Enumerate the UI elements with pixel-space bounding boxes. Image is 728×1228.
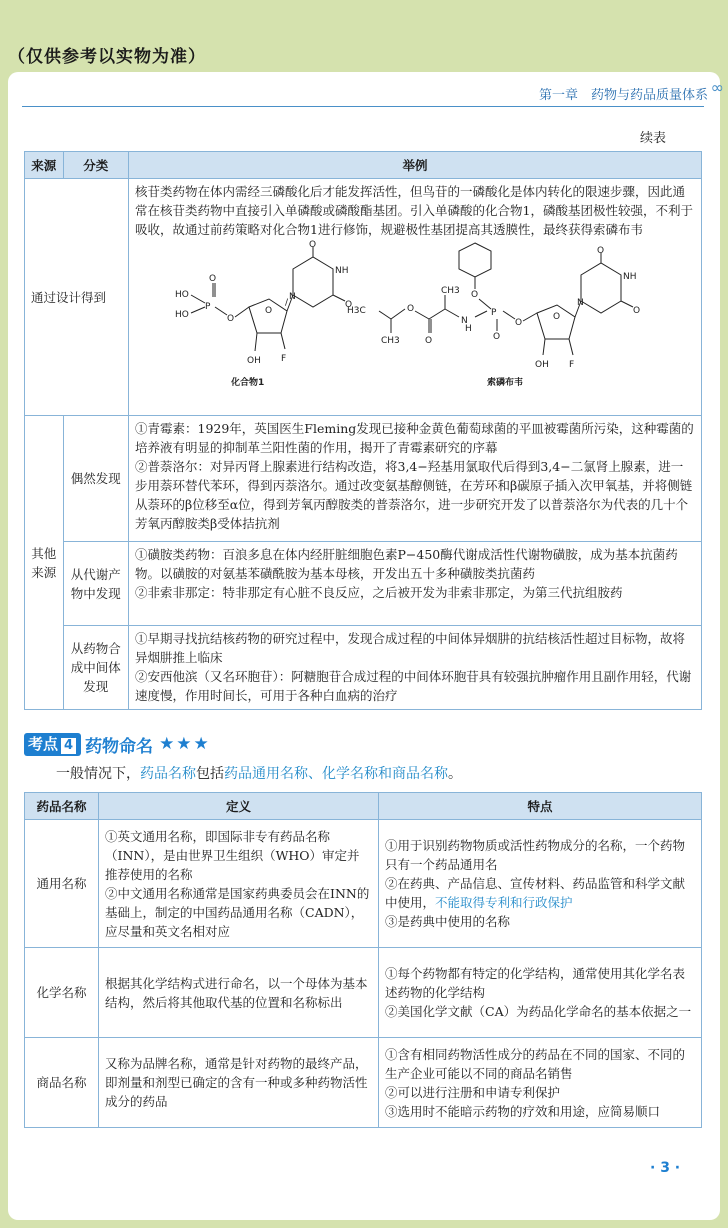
intro-items: 药品通用名称、化学名称和商品名称: [224, 766, 448, 782]
source-designed-label: 通过设计得到: [31, 289, 107, 305]
source-other-label: 其他来源: [31, 545, 57, 580]
table-row: [25, 542, 702, 626]
name-trade: [25, 1038, 99, 1128]
svg-text:HO: HO: [175, 290, 189, 300]
example-metabolite: [129, 542, 702, 626]
svg-text:O: O: [425, 336, 433, 346]
source-designed: [25, 179, 129, 416]
table-header-row: [25, 152, 702, 179]
list-item: 根据其化学结构式进行命名，以一个母体为基本结构，然后将其他取代基的位置和名称标出: [105, 975, 368, 1010]
intro-mid: 包括: [196, 766, 224, 782]
svg-text:CH3: CH3: [441, 286, 460, 296]
compound1-caption: 化合物1: [231, 378, 265, 388]
page-number: · 3 ·: [650, 1160, 681, 1176]
section-badge: [24, 733, 81, 756]
svg-text:/: /: [285, 298, 289, 308]
banner-text: （仅供参考以实物为准）: [8, 47, 206, 67]
table-row: [25, 179, 702, 416]
svg-text:HO: HO: [175, 310, 189, 320]
svg-text:N: N: [289, 292, 296, 302]
importance-stars: ★★★: [159, 734, 211, 754]
svg-text:O: O: [515, 318, 523, 328]
definition-chemical: [99, 948, 379, 1038]
header-example: 举例: [129, 152, 702, 179]
section-badge-label: 考点: [28, 735, 59, 753]
svg-text:O: O: [309, 240, 317, 250]
header-category: 分类: [63, 152, 128, 179]
drug-naming-table: [24, 792, 702, 1128]
svg-text:O: O: [633, 306, 641, 316]
running-header: 第一章 药物与药品质量体系: [538, 88, 708, 103]
svg-text:F: F: [281, 354, 287, 364]
svg-text:CH3: CH3: [381, 336, 400, 346]
category-metabolite-label: 从代谢产物中发现: [70, 566, 121, 601]
section-number: 4: [60, 737, 77, 755]
list-item: ②可以进行注册和申请专利保护: [385, 1084, 561, 1100]
svg-text:OH: OH: [247, 356, 261, 366]
features-trade: [379, 1038, 702, 1128]
svg-text:O: O: [407, 304, 415, 314]
svg-text:N: N: [577, 298, 584, 308]
example-accidental: [129, 416, 702, 542]
list-item: ③是药典中使用的名称: [385, 914, 511, 929]
intro-term: 药品名称: [140, 766, 196, 782]
sofosbuvir-caption: 索磷布韦: [487, 378, 524, 388]
svg-text:P: P: [205, 302, 211, 312]
table-row: [25, 948, 702, 1038]
category-metabolite: [63, 542, 128, 626]
svg-text:O: O: [227, 314, 235, 324]
table-row: [25, 626, 702, 710]
svg-text:H3C: H3C: [347, 306, 366, 316]
list-item: ①英文通用名称，即国际非专有药品名称（INN），是由世界卫生组织（WHO）审定并推荐使用的名称: [105, 828, 360, 882]
header-definition: 定义: [99, 793, 379, 820]
intro-prefix: 一般情况下，: [56, 766, 140, 782]
svg-text:OH: OH: [535, 360, 549, 370]
header-features: 特点: [379, 793, 702, 820]
category-accidental-label: 偶然发现: [70, 471, 121, 486]
category-accidental: [63, 416, 128, 542]
category-intermediate-label: 从药物合成中间体发现: [70, 641, 121, 694]
svg-text:O: O: [209, 274, 217, 284]
intro-suffix: 。: [448, 766, 462, 782]
header-source: 来源: [25, 152, 64, 179]
definition-generic: [99, 820, 379, 948]
example-cell: [129, 179, 702, 416]
list-item: ①青霉素：1929年，英国医生Fleming发现已接种金黄色葡萄球菌的平皿被霉菌所污染，这种霉菌的培养液有明显的抑制革兰阳性菌的作用，揭开了青霉素研究的序幕: [135, 421, 694, 455]
svg-text:O: O: [345, 300, 353, 310]
svg-text:O: O: [493, 332, 501, 342]
list-item: ②非索非那定：特非那定有心脏不良反应，之后被开发为非索非那定，为第三代抗组胺药: [135, 585, 623, 600]
table-header-row: [25, 793, 702, 820]
sofosbuvir-structure: [347, 243, 640, 388]
banner: [0, 0, 728, 68]
name-chemical-label: 化学名称: [36, 985, 87, 1000]
svg-text:H: H: [465, 324, 472, 334]
chemical-structures-figure: [135, 239, 695, 389]
example-intermediate: [129, 626, 702, 710]
svg-text:F: F: [569, 360, 575, 370]
features-chemical: [379, 948, 702, 1038]
table-row: [25, 820, 702, 948]
table-row: [25, 1038, 702, 1128]
list-item: ②美国化学文献（CA）为药品化学命名的基本依据之一: [385, 1004, 692, 1019]
list-item: ②中文通用名称通常是国家药典委员会在INN的基础上，制定的中国药品通用名称（CADN），应尽量和英文名相对应: [105, 885, 370, 939]
drug-source-table: [24, 151, 702, 710]
svg-text:O: O: [553, 312, 561, 322]
source-other: [25, 416, 64, 710]
list-item: ②普萘洛尔：对异丙肾上腺素进行结构改造，将3,4−羟基用氯取代后得到3,4−二氯肾上腺素，进一步用萘环替代苯环，得到丙萘洛尔。通过改变氨基醇侧链，在芳环和β碳原子插入次甲氧基，并将侧链从萘环的β位移至α位，得到芳氧丙醇胺类的普萘洛尔，进一步研究开发了以普萘洛尔为代表的几十个芳氧丙醇胺类β受体拮抗剂: [135, 459, 693, 531]
continued-label: 续表: [640, 131, 667, 146]
name-chemical: [25, 948, 99, 1038]
list-item: ①每个药物都有特定的化学结构，通常使用其化学名表述药物的化学结构: [385, 966, 686, 1000]
name-generic-label: 通用名称: [36, 876, 87, 891]
features-generic: [379, 820, 702, 948]
list-item: ①用于识别药物物质或活性药物成分的名称，一个药物只有一个药品通用名: [385, 838, 686, 872]
section-heading: [24, 732, 211, 756]
compound1-structure: [175, 240, 352, 388]
svg-text:NH: NH: [335, 266, 349, 276]
section-title: 药物命名: [85, 737, 154, 757]
header-divider: [22, 106, 704, 107]
svg-text:N: N: [461, 316, 468, 326]
sofosbuvir-text: 核苷类药物在体内需经三磷酸化后才能发挥活性，但鸟苷的一磷酸化是体内转化的限速步骤，因此通常在核苷类药物中直接引入单磷酸或磷酸酯基团。引入单磷酸的化合物1，磷酸基团极性较强，不利于吸收，故通过前药策略对化合物1进行修饰，规避极性基团提高其透膜性，最终获得索磷布韦: [135, 184, 693, 237]
intro-paragraph: [56, 763, 462, 783]
svg-text:O: O: [265, 306, 273, 316]
list-item: [385, 874, 695, 912]
category-intermediate: [63, 626, 128, 710]
feature-text: ②在药典、产品信息、宣传材料、药品监管和科学文献中使用，: [385, 876, 686, 910]
name-trade-label: 商品名称: [36, 1075, 87, 1090]
name-generic: [25, 820, 99, 948]
table-row: [25, 416, 702, 542]
feature-highlight: 不能取得专利和行政保护: [435, 895, 573, 910]
definition-trade: [99, 1038, 379, 1128]
decoration-icon: ∞: [710, 78, 724, 97]
list-item: ③选用时不能暗示药物的疗效和用途，应简易顺口: [385, 1103, 661, 1119]
list-item: ①含有相同药物活性成分的药品在不同的国家、不同的生产企业可能以不同的商品名销售: [385, 1046, 686, 1081]
list-item: ①磺胺类药物：百浪多息在体内经肝脏细胞色素P−450酶代谢成活性代谢物磺胺，成为基本抗菌药物。以磺胺的对氨基苯磺酰胺为基本母核，开发出五十多种磺胺类抗菌药: [135, 547, 678, 581]
svg-text:P: P: [491, 308, 497, 318]
list-item: ①早期寻找抗结核药物的研究过程中，发现合成过程的中间体异烟肼的抗结核活性超过目标物，故将异烟肼推上临床: [135, 631, 686, 665]
list-item: 又称为品牌名称，通常是针对药物的最终产品，即剂量和剂型已确定的含有一种或多种药物活性成分的药品: [105, 1056, 368, 1109]
header-drug-name: 药品名称: [25, 793, 99, 820]
list-item: ②安西他滨（又名环胞苷）：阿糖胞苷合成过程的中间体环胞苷具有较强抗肿瘤作用且副作用轻，代谢速度慢，作用时间长，可用于各种白血病的治疗: [135, 669, 692, 703]
svg-text:O: O: [471, 290, 479, 300]
svg-text:NH: NH: [623, 272, 637, 282]
svg-text:O: O: [597, 246, 605, 256]
